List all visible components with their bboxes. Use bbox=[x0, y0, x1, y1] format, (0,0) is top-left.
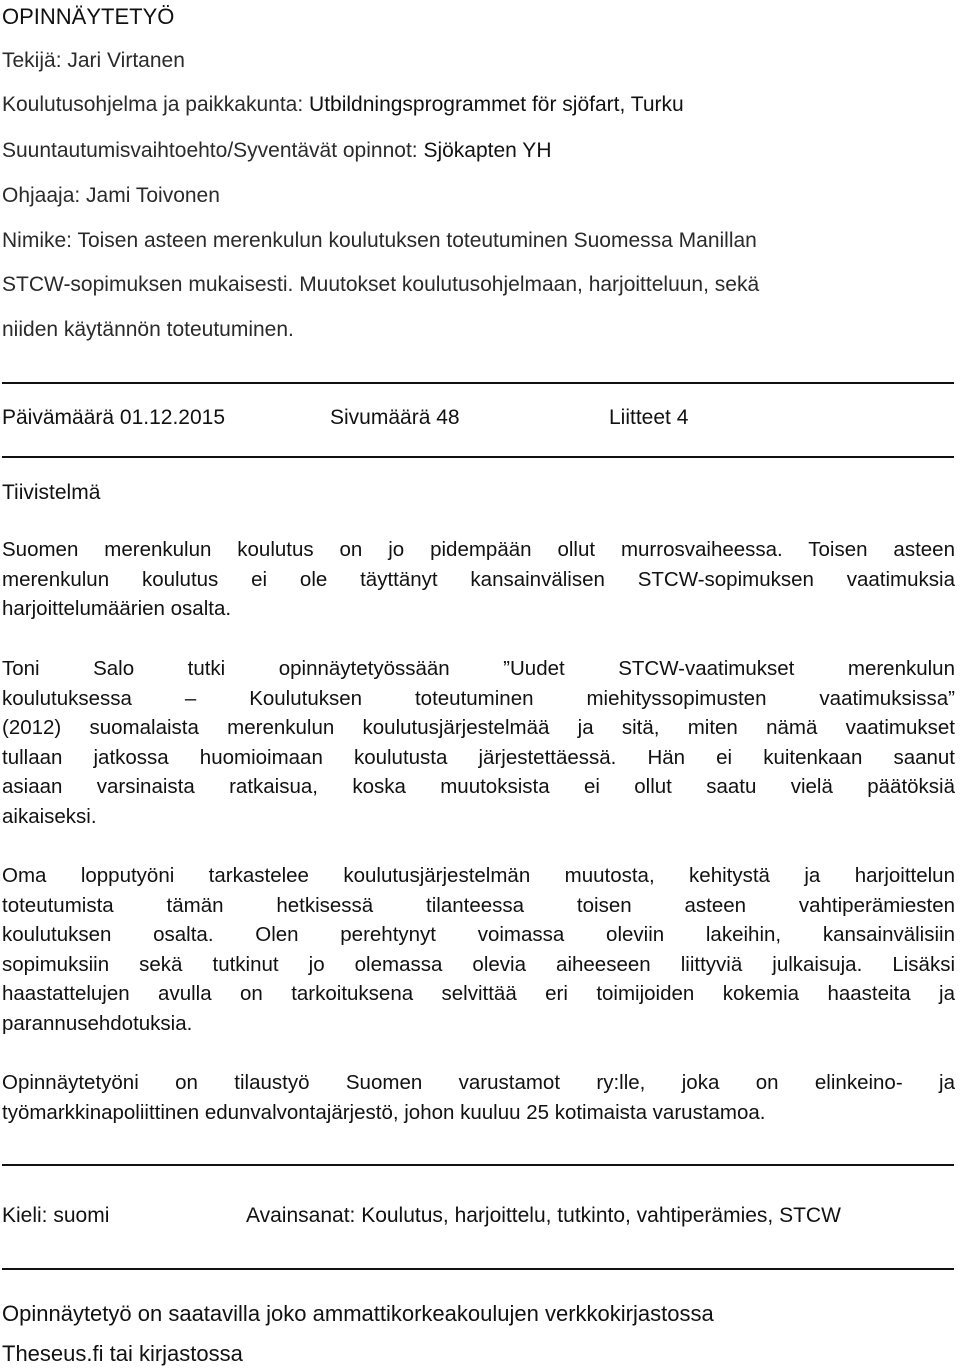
keywords-field: Avainsanat: Koulutus, harjoittelu, tutkinto, vahtiperämies, STCW bbox=[246, 1204, 841, 1227]
meta-bottom-divider bbox=[2, 456, 954, 458]
paragraph-2-line-5: asiaan varsinaista ratkaisua, koska muutoksista ei ollut saatu vielä päätöksiä bbox=[2, 775, 955, 798]
document-title: OPINNÄYTETYÖ bbox=[2, 4, 175, 29]
paragraph-1-line-3: harjoittelumäärien osalta. bbox=[2, 597, 232, 620]
attachments-field: Liitteet 4 bbox=[609, 406, 689, 429]
paragraph-2-line-4: tullaan jatkossa huomioimaan koulutusta järjestettäessä. Hän ei kuitenkaan saanut bbox=[2, 745, 955, 769]
thesis-name-line-3: niiden käytännön toteutuminen. bbox=[2, 318, 294, 341]
programme-line bbox=[2, 92, 684, 117]
thesis-name-line-2: STCW-sopimuksen mukaisesti. Muutokset koulutusohjelmaan, harjoitteluun, sekä bbox=[2, 273, 760, 296]
programme-label: Koulutusohjelma ja paikkakunta: bbox=[2, 93, 310, 116]
abstract-heading: Tiivistelmä bbox=[2, 481, 101, 504]
availability-line-1: Opinnäytetyö on saatavilla joko ammattikorkeakoulujen verkkokirjastossa bbox=[2, 1301, 714, 1326]
author-line: Tekijä: Jari Virtanen bbox=[2, 49, 185, 72]
paragraph-4-line-2: työmarkkinapoliittinen edunvalvontajärjestö, johon kuuluu 25 kotimaista varustamoa. bbox=[2, 1100, 766, 1124]
specialization-label: Suuntautumisvaihtoehto/Syventävät opinnot: bbox=[2, 139, 424, 162]
paragraph-1-line-1: Suomen merenkulun koulutus on jo pidempään ollut murrosvaiheessa. Toisen asteen bbox=[2, 538, 955, 561]
availability-line-2: Theseus.fi tai kirjastossa bbox=[2, 1341, 243, 1366]
paragraph-1-line-2: merenkulun koulutus ei ole täyttänyt kansainvälisen STCW-sopimuksen vaatimuksia bbox=[2, 567, 955, 591]
paragraph-3-line-2: toteutumista tämän hetkisessä tilanteessa toisen asteen vahtiperämiesten bbox=[2, 893, 955, 917]
paragraph-2-line-6: aikaiseksi. bbox=[2, 804, 97, 828]
meta-top-divider bbox=[2, 382, 954, 384]
paragraph-2-line-3: (2012) suomalaista merenkulun koulutusjärjestelmää ja sitä, miten nämä vaatimukset bbox=[2, 716, 955, 739]
paragraph-3-line-4: sopimuksiin sekä tutkinut jo olemassa olevia aiheeseen liittyviä julkaisuja. Lisäksi bbox=[2, 952, 955, 976]
specialization-line bbox=[2, 138, 551, 163]
supervisor-line: Ohjaaja: Jami Toivonen bbox=[2, 184, 220, 207]
paragraph-2-line-1: Toni Salo tutki opinnäytetyössään ”Uudet STCW-vaatimukset merenkulun bbox=[2, 657, 955, 680]
paragraph-4-line-1: Opinnäytetyöni on tilaustyö Suomen varustamot ry:lle, joka on elinkeino- ja bbox=[2, 1071, 955, 1094]
abstract-paragraph-1 bbox=[2, 535, 955, 624]
date-field: Päivämäärä 01.12.2015 bbox=[2, 406, 225, 429]
programme-value: Utbildningsprogrammet för sjöfart, Turku bbox=[309, 93, 684, 116]
abstract-paragraph-4 bbox=[2, 1068, 955, 1127]
paragraph-3-line-3: koulutuksen osalta. Olen perehtynyt voimassa oleviin lakeihin, kansainvälisiin bbox=[2, 923, 955, 946]
abstract-paragraph-2 bbox=[2, 654, 955, 831]
paragraph-2-line-2: koulutuksessa – Koulutuksen toteutuminen miehityssopimusten vaatimuksissa” bbox=[2, 686, 955, 710]
paragraph-3-line-5: haastattelujen avulla on tarkoituksena selvittää eri toimijoiden kokemia haasteita ja bbox=[2, 982, 955, 1005]
specialization-value: Sjökapten YH bbox=[423, 139, 552, 162]
paragraph-3-line-6: parannusehdotuksia. bbox=[2, 1011, 193, 1035]
abstract-paragraph-3 bbox=[2, 861, 955, 1038]
paragraph-3-line-1: Oma lopputyöni tarkastelee koulutusjärjestelmän muutosta, kehitystä ja harjoittelun bbox=[2, 864, 955, 887]
page-count-field: Sivumäärä 48 bbox=[330, 406, 460, 429]
footer-bottom-divider bbox=[2, 1268, 954, 1270]
footer-top-divider bbox=[2, 1164, 954, 1166]
language-field: Kieli: suomi bbox=[2, 1204, 110, 1227]
thesis-name-line-1: Nimike: Toisen asteen merenkulun koulutuksen toteutuminen Suomessa Manillan bbox=[2, 229, 757, 252]
